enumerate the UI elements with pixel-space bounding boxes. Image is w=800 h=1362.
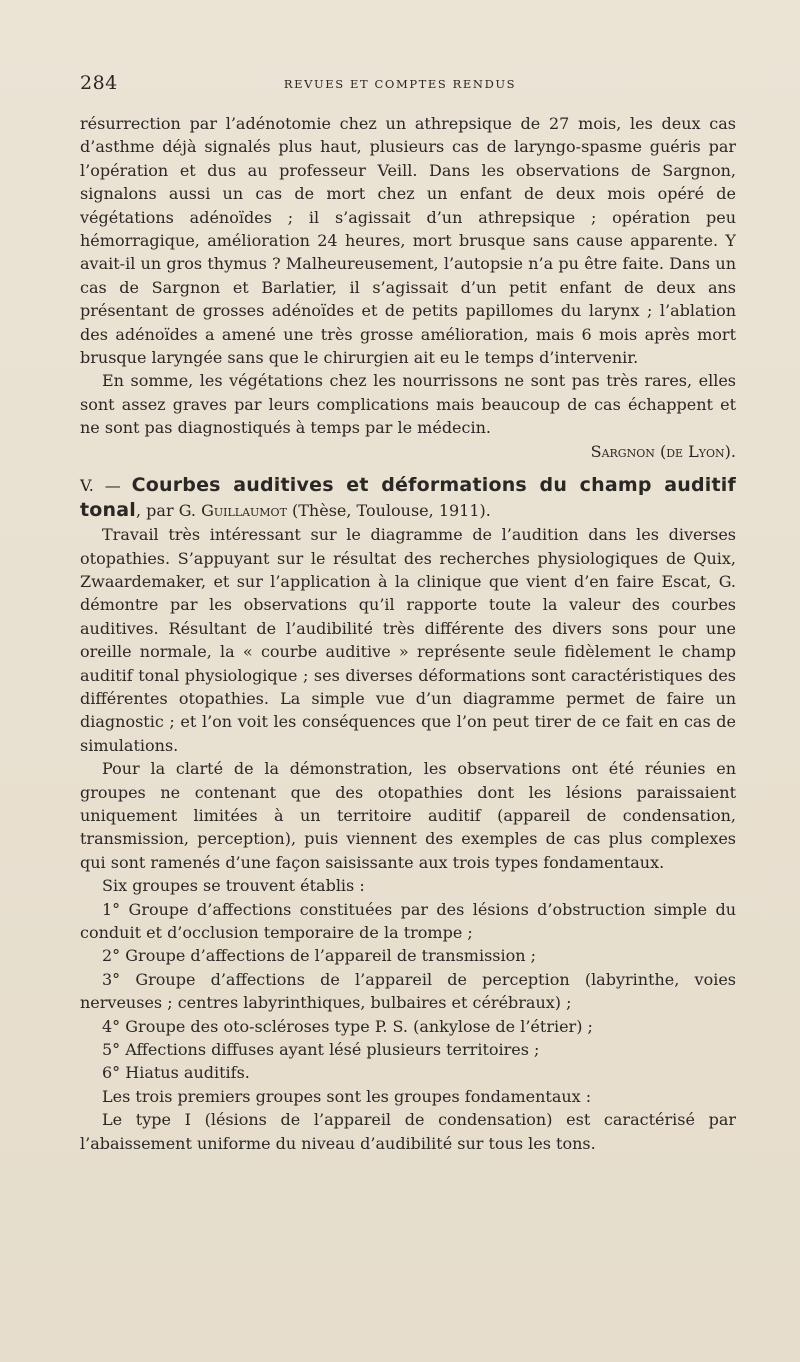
paragraph: Six groupes se trouvent établis : (102, 876, 365, 896)
page-number: 284 (80, 72, 118, 94)
review-heading (80, 473, 736, 523)
list-item: 5° Affections diffuses ayant lésé plusieurs territoires ; (102, 1040, 540, 1060)
byline-source: (Thèse, Toulouse, 1911). (286, 501, 491, 521)
review-number: V. — (80, 476, 132, 496)
page-header (80, 72, 720, 98)
paragraph: résurrection par l’adénotomie chez un athrepsique de 27 mois, les deux cas d’asthme déjà signalés plus haut, plusieurs cas de laryngo-spasme guéris par l’opération et dus au professeur Veill. Dans les observations de Sargnon, signalons aussi un cas de mort chez un enfant de deux mois opéré de végétations adénoïdes ; il s’agissait d’un athrepsique ; opération peu hémorragique, amélioration 24 heures, mort brusque sans cause apparente. Y avait-il un gros thymus ? Malheureusement, l’autopsie n’a pu être faite. Dans un cas de Sargnon et Barlatier, il s’agissait d’un petit enfant de deux ans présentant de grosses adénoïdes et de petits papillomes du larynx ; l’ablation des adénoïdes a amené une très grosse amélioration, mais 6 mois après mort brusque laryngée sans que le chirurgien ait eu le temps d’intervenir. (80, 114, 736, 368)
paragraph: Pour la clarté de la démonstration, les observations ont été réunies en groupes ne contenant que des otopathies dont les lésions paraissaient uniquement limitées à un territoire auditif (appareil de condensation, transmission, perception), puis viennent des exemples de cas plus complexes qui sont ramenés d’une façon saisissante aux trois types fondamentaux. (80, 759, 736, 872)
paragraph: En somme, les végétations chez les nourrissons ne sont pas très rares, elles sont assez graves par leurs complications mais beaucoup de cas échappent et ne sont pas diagnostiqués à temps par le médecin. (80, 371, 736, 438)
paragraph: Les trois premiers groupes sont les groupes fondamentaux : (102, 1086, 592, 1106)
review-author: Guillaumot (201, 501, 287, 521)
byline-prefix: , par G. (136, 501, 202, 521)
paragraph: Le type I (lésions de l’appareil de condensation) est caractérisé par l’abaissement uniforme du niveau d’audibilité sur tous les tons. (80, 1110, 736, 1153)
list-item: 3° Groupe d’affections de l’appareil de perception (labyrinthe, voies nerveuses ; centres labyrinthiques, bulbaires et cérébraux) ; (80, 969, 736, 1013)
list-item: 2° Groupe d’affections de l’appareil de transmission ; (102, 946, 537, 966)
list-item: 4° Groupe des oto-scléroses type P. S. (ankylose de l’étrier) ; (102, 1016, 593, 1036)
paragraph: Travail très intéressant sur le diagramme de l’audition dans les diverses otopathies. S’appuyant sur le résultat des recherches physiologiques de Quix, Zwaardemaker, et sur l’application à la clinique que vient d’en faire Escat, G. démontre par les observations qu’il rapporte toute la valeur des courbes auditives. Résultant de l’audibilité très différente des divers sons pour une oreille normale, la « courbe auditive » représente seule fidèlement le champ auditif tonal physiologique ; ses diverses déformations sont caractéristiques des différentes otopathies. La simple vue d’un diagramme permet de faire un diagnostic ; et l’on voit les conséquences que l’on peut tirer de ce fait en cas de simulations. (80, 525, 736, 755)
list-item: 6° Hiatus auditifs. (102, 1063, 250, 1083)
review-title: Courbes auditives et déformations du champ auditif tonal (80, 474, 736, 522)
review-signature: Sargnon (de Lyon). (590, 441, 736, 461)
running-head: REVUES ET COMPTES RENDUS (283, 77, 517, 91)
list-item: 1° Groupe d’affections constituées par des lésions d’obstruction simple du conduit et d’occlusion temporaire de la trompe ; (80, 899, 736, 942)
page-body (80, 112, 736, 1155)
